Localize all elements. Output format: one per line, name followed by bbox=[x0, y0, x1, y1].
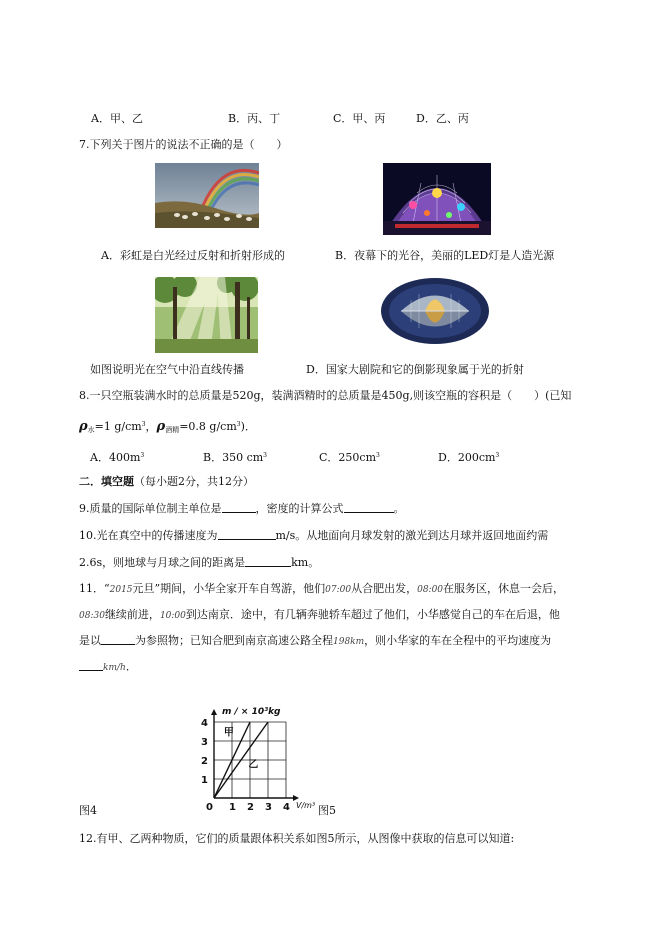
figure-4-label: 图4 bbox=[79, 804, 97, 817]
closing: )． bbox=[240, 420, 256, 433]
q8-option-b: B．350 $cm^3$ bbox=[203, 451, 267, 464]
led-dome-photo bbox=[383, 163, 491, 235]
q11-line-2: 08:30继续前进，10:00到达南京．途中，有几辆奔驰轿车超过了他们，小华感觉自己的车在后退，他 bbox=[79, 608, 560, 621]
q10-line-1: 10.光在真空中的传播速度为 m/s。从地面向月球发射的激光到达月球并返回地面约需 bbox=[79, 529, 549, 542]
q12-stem: 12.有甲、乙两种物质，它们的质量跟体积关系如图5所示，从图像中获取的信息可以知道: bbox=[79, 832, 515, 845]
grand-theater-photo bbox=[381, 278, 489, 344]
mass-volume-chart bbox=[196, 700, 331, 818]
q7-option-b: B．夜幕下的光谷，美丽的LED灯是人造光源 bbox=[335, 249, 555, 262]
rho-symbol: ρ bbox=[156, 419, 166, 434]
q6-option-b: B．丙、丁 bbox=[228, 112, 281, 125]
q10-blank-2[interactable] bbox=[245, 556, 291, 567]
q11-blank-1[interactable] bbox=[101, 634, 135, 645]
rainbow-photo bbox=[155, 163, 259, 228]
x-tick-label: 1 bbox=[229, 802, 236, 813]
section-title: 二．填空题 bbox=[79, 475, 134, 488]
figure-5-label: 图5 bbox=[318, 804, 336, 817]
q7-stem: 7.下列关于图片的说法不正确的是（ ） bbox=[79, 138, 288, 151]
exponent: 3 bbox=[141, 421, 146, 428]
forest-sunbeam-photo bbox=[155, 277, 258, 353]
q7-option-d: D．国家大剧院和它的倒影现象属于光的折射 bbox=[306, 363, 524, 376]
q8-option-d: D．$200cm^3$ bbox=[438, 451, 500, 464]
q9-blank-2[interactable] bbox=[344, 502, 394, 513]
series-label-jia: 甲 bbox=[223, 727, 234, 739]
q6-option-a: A．甲、乙 bbox=[91, 112, 143, 125]
alcohol-density: =0.8 g/cm bbox=[179, 420, 237, 433]
q11-line-3: 是以 为参照物；已知合肥到南京高速公路全程198km，则小华家的车在全程中的平均速度为 bbox=[79, 634, 552, 647]
q10-blank-1[interactable] bbox=[218, 529, 276, 540]
y-tick-label: 4 bbox=[201, 718, 208, 729]
q8-stem: 8.一只空瓶装满水时的总质量是520g，装满酒精时的总质量是450g,则该空瓶的容积是（ ）(已知 bbox=[79, 389, 572, 402]
q11-line-4: km/h． bbox=[79, 660, 137, 675]
separator: ， bbox=[145, 420, 157, 433]
q8-given bbox=[79, 418, 256, 437]
water-density: =1 g/cm bbox=[94, 420, 142, 433]
y-axis-label: m / × 10³kg bbox=[222, 707, 281, 717]
exponent: 3 bbox=[236, 421, 241, 428]
origin-label: 0 bbox=[206, 802, 213, 813]
q7-option-c: 如图说明光在空气中沿直线传播 bbox=[90, 363, 244, 376]
series-label-yi: 乙 bbox=[248, 759, 259, 771]
x-tick-label: 2 bbox=[247, 802, 254, 813]
x-tick-label: 3 bbox=[265, 802, 272, 813]
y-tick-label: 3 bbox=[201, 737, 208, 748]
section-note: （每小题2分，共12分） bbox=[134, 475, 254, 488]
y-tick-label: 1 bbox=[201, 775, 208, 786]
y-tick-label: 2 bbox=[201, 756, 208, 767]
q8-option-a: A．$400m^3$ bbox=[90, 451, 145, 464]
q6-option-d: D．乙、丙 bbox=[416, 112, 469, 125]
q9-blank-1[interactable] bbox=[222, 502, 256, 513]
q11-blank-2[interactable] bbox=[79, 660, 103, 671]
q10-line-2: 2.6s，则地球与月球之间的距离是 km。 bbox=[79, 556, 320, 569]
q6-option-c: C．甲、丙 bbox=[333, 112, 386, 125]
x-axis-label: V/m³ bbox=[296, 801, 316, 810]
x-tick-label: 4 bbox=[283, 802, 290, 813]
alcohol-subscript: 酒精 bbox=[165, 426, 180, 434]
q7-option-a: A．彩虹是白光经过反射和折射形成的 bbox=[101, 249, 285, 262]
y-axis-arrow bbox=[211, 709, 217, 715]
water-subscript: 水 bbox=[87, 426, 95, 434]
q8-option-c: C．$250cm^3$ bbox=[319, 451, 380, 464]
rho-symbol: ρ bbox=[79, 419, 88, 434]
section-2-heading bbox=[79, 475, 254, 489]
q11-line-1: 11．“2015元旦”期间，小华全家开车自驾游，他们07:00从合肥出发，08:00在服务区，休息一会后， bbox=[79, 582, 565, 595]
q9: 9.质量的国际单位制主单位是 ，密度的计算公式 。 bbox=[79, 502, 405, 515]
